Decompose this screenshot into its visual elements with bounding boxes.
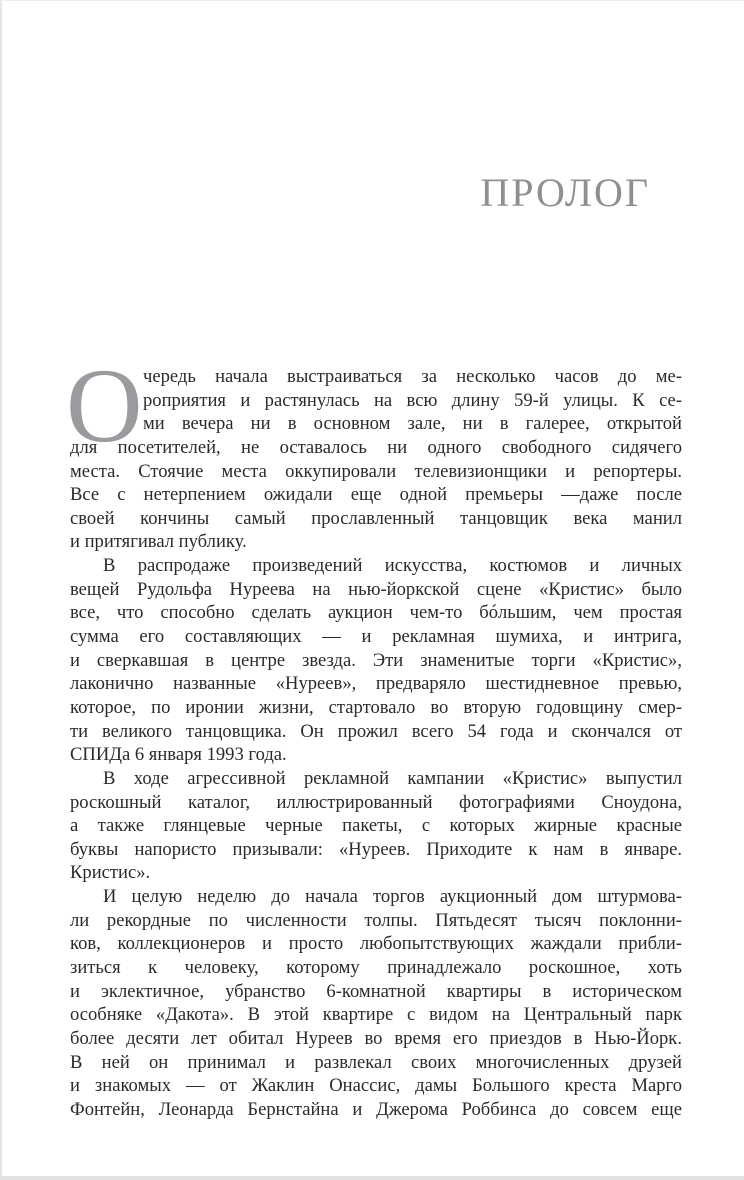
text-line: и знакомых — от Жаклин Онассис, дамы Большого креста Марго (70, 1075, 682, 1097)
text-line: зиться к человеку, которому принадлежало роскошное, хоть (70, 957, 682, 979)
chapter-body-text (70, 365, 682, 1122)
text-line: Фонтейн, Леонарда Бернстайна и Джерома Роббинса до совсем еще (70, 1098, 682, 1120)
text-line: ков, коллекционеров и просто любопытствующих жаждали прибли- (70, 933, 682, 955)
text-line: ми вечера ни в основном зале, ни в галерее, открытой (143, 413, 682, 435)
text-line: лаконично названные «Нуреев», предваряло шестидневное превью, (70, 673, 682, 695)
text-line: И целую неделю до начала торгов аукционный дом штурмова- (103, 886, 682, 908)
text-line: все, что способно сделать аукцион чем-то бóльшим, чем простая (70, 602, 682, 624)
text-line: чередь начала выстраиваться за несколько часов до ме- (143, 366, 682, 387)
text-line: СПИДа 6 января 1993 года. (70, 744, 287, 766)
text-line: которое, по иронии жизни, стартовало во вторую годовщину смер- (70, 696, 682, 718)
text-line: вещей Рудольфа Нуреева на нью-йоркской сцене «Кристис» было (70, 578, 682, 600)
drop-cap: О (66, 347, 143, 464)
text-line: В ней он принимал и развлекал своих многочисленных друзей (70, 1051, 682, 1073)
text-line: сумма его составляющих — и рекламная шумиха, и интрига, (70, 626, 682, 648)
text-line: В распродаже произведений искусства, костюмов и личных (103, 555, 682, 577)
text-line: ти великого танцовщика. Он прожил всего 54 года и скончался от (70, 720, 682, 742)
text-line: В ходе агрессивной рекламной кампании «Кристис» выпустил (103, 767, 682, 789)
text-line: своей кончины самый прославленный танцовщик века манил (70, 507, 682, 529)
text-line: места. Стоячие места оккупировали телевизионщики и репортеры. (70, 460, 682, 482)
text-line: особняке «Дакота». В этой квартире с видом на Центральный парк (70, 1004, 682, 1026)
text-line: роприятия и растянулась на всю длину 59-й улицы. К се- (143, 389, 682, 411)
text-line: более десяти лет обитал Нуреев во время его приездов в Нью-Йорк. (70, 1027, 682, 1049)
text-line: буквы напористо призывали: «Нуреев. Приходите к нам в январе. (70, 838, 682, 860)
text-line: Все с нетерпением ожидали еще одной премьеры —даже после (70, 484, 682, 506)
text-line: и эклектичное, убранство 6-комнатной квартиры в историческом (70, 980, 682, 1002)
text-line: роскошный каталог, иллюстрированный фотографиями Сноудона, (70, 791, 682, 813)
text-line: а также глянцевые черные пакеты, с которых жирные красные (70, 815, 682, 837)
chapter-title: ПРОЛОГ (480, 170, 650, 215)
text-line: для посетителей, не оставалось ни одного свободного сидячего (70, 436, 682, 458)
text-line: и сверкавшая в центре звезда. Эти знаменитые торги «Кристис», (70, 649, 682, 671)
text-line: ли рекордные по численности толпы. Пятьдесят тысяч поклонни- (70, 909, 682, 931)
text-line: и притягивал публику. (70, 531, 247, 553)
text-line: Кристис». (70, 862, 151, 884)
